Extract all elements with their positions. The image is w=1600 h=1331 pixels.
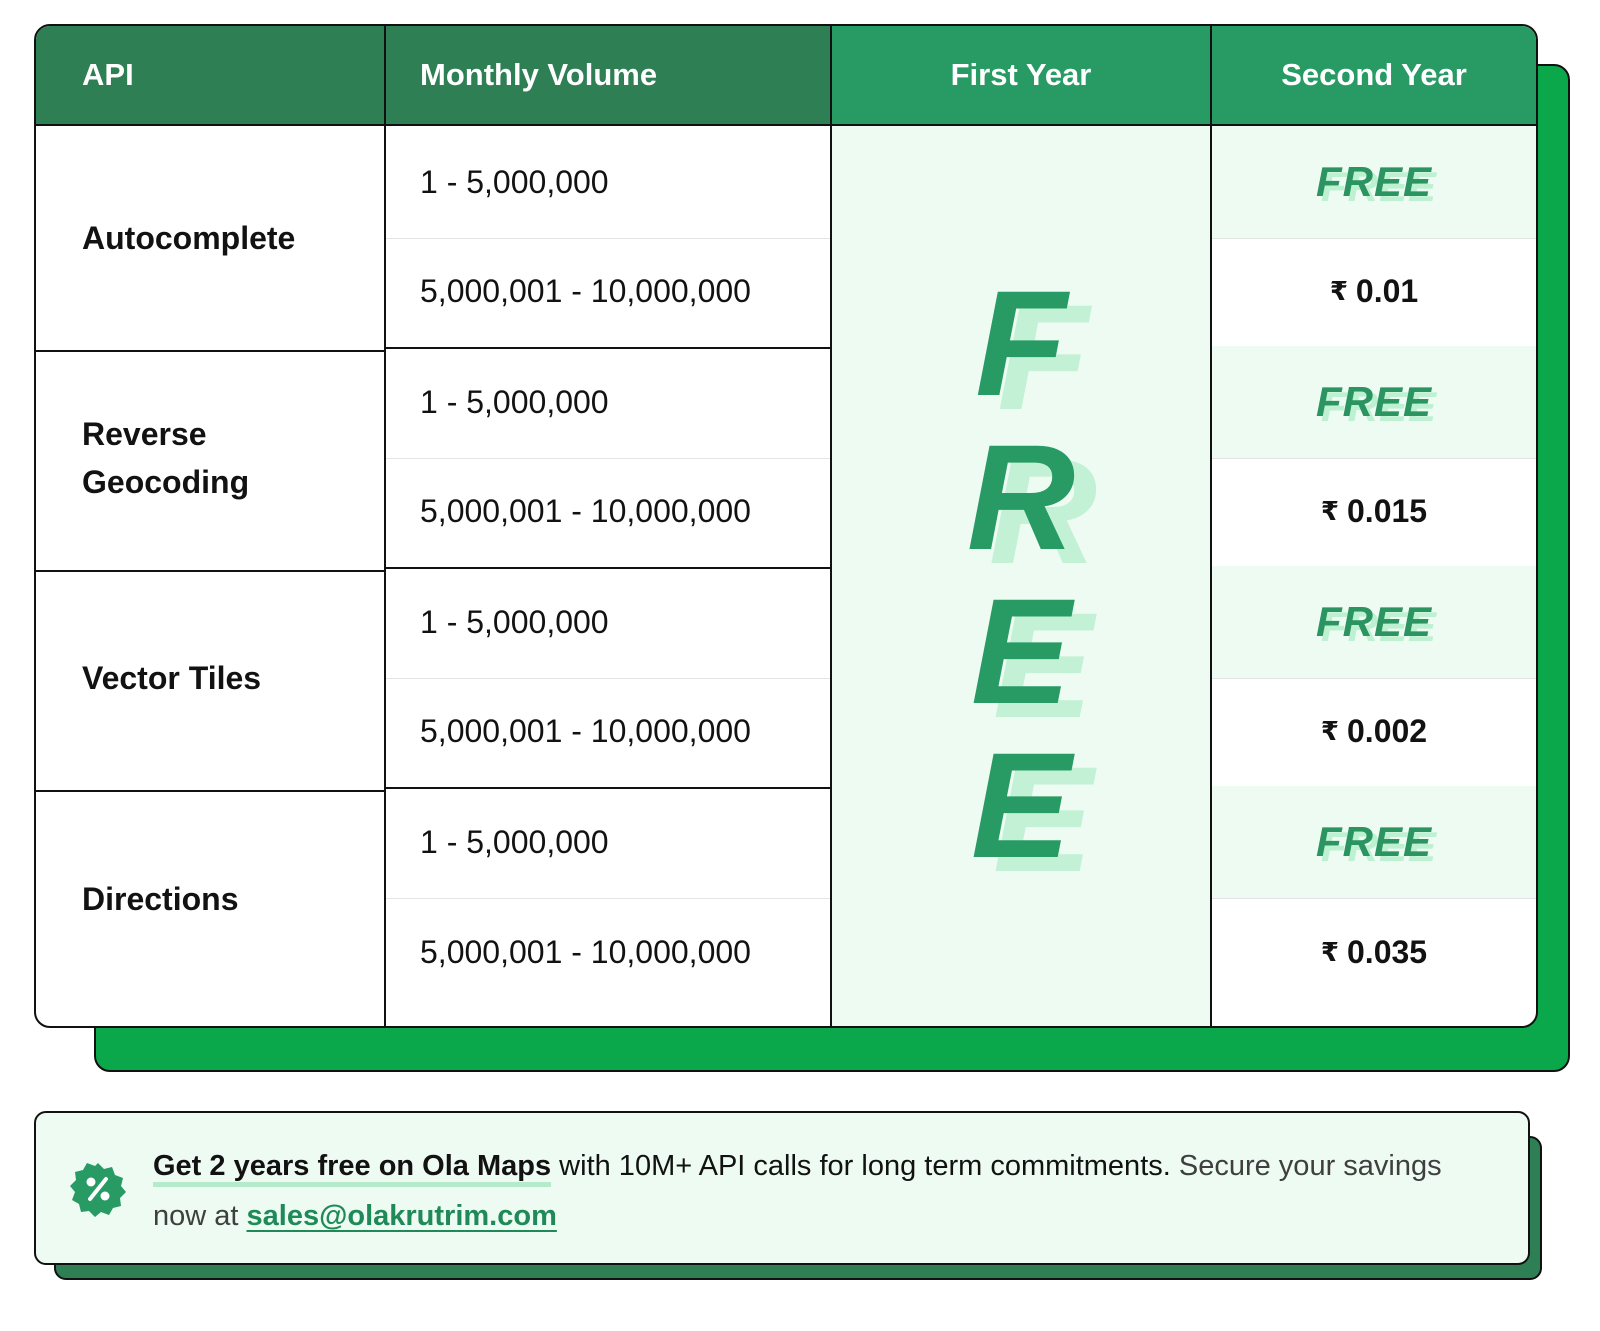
free-letter: E: [970, 567, 1072, 735]
rupee-icon: ₹: [1320, 937, 1339, 967]
second-year-price: ₹ 0.002: [1212, 676, 1536, 789]
free-letter: E: [970, 721, 1072, 889]
promo-secondary: Secure your savings now at: [153, 1150, 1442, 1232]
header-first-year: First Year: [832, 26, 1210, 126]
sales-email-link[interactable]: sales@olakrutrim.com: [246, 1200, 557, 1232]
promo-highlight: Get 2 years free on Ola Maps: [153, 1150, 551, 1187]
volume-cell: 5,000,001 - 10,000,000: [386, 236, 830, 349]
second-year-free: FREE: [1212, 346, 1536, 459]
first-year-free-badge: [832, 259, 1210, 889]
volume-column: [386, 26, 832, 1026]
pricing-table: [34, 24, 1538, 1028]
first-year-column: [832, 26, 1212, 1026]
volume-cell: 1 - 5,000,000: [386, 126, 830, 239]
second-year-price: ₹ 0.015: [1212, 456, 1536, 569]
promo-text: [153, 1141, 1453, 1241]
header-api: API: [36, 26, 384, 126]
second-year-price: ₹ 0.01: [1212, 236, 1536, 349]
api-column: [36, 26, 386, 1026]
second-year-free: FREE: [1212, 126, 1536, 239]
discount-badge-icon: [70, 1161, 126, 1217]
volume-cell: 5,000,001 - 10,000,000: [420, 934, 751, 970]
free-letter: F: [975, 259, 1067, 427]
volume-cell: 5,000,001 - 10,000,000: [386, 676, 830, 789]
promo-main: with 10M+ API calls for long term commitments.: [551, 1150, 1171, 1182]
api-name-autocomplete: Autocomplete: [36, 126, 384, 352]
volume-cell: 5,000,001 - 10,000,000: [386, 456, 830, 569]
rupee-icon: ₹: [1320, 496, 1339, 526]
second-year-free: FREE: [1212, 786, 1536, 899]
promo-banner: [34, 1111, 1530, 1265]
second-year-price: ₹ 0.035: [1320, 934, 1428, 970]
volume-cell: 1 - 5,000,000: [386, 346, 830, 459]
free-letter: R: [966, 413, 1076, 581]
api-name-reverse-geocoding: Reverse Geocoding: [36, 346, 384, 572]
second-year-free: FREE: [1212, 566, 1536, 679]
header-monthly-volume: Monthly Volume: [386, 26, 830, 126]
volume-cell: 1 - 5,000,000: [386, 786, 830, 899]
api-name-directions: Directions: [82, 881, 239, 917]
rupee-icon: ₹: [1329, 276, 1348, 306]
volume-cell: 1 - 5,000,000: [386, 566, 830, 679]
second-year-column: [1212, 26, 1536, 1026]
header-second-year: Second Year: [1212, 26, 1536, 126]
api-name-vector-tiles: Vector Tiles: [36, 566, 384, 792]
rupee-icon: ₹: [1320, 716, 1339, 746]
